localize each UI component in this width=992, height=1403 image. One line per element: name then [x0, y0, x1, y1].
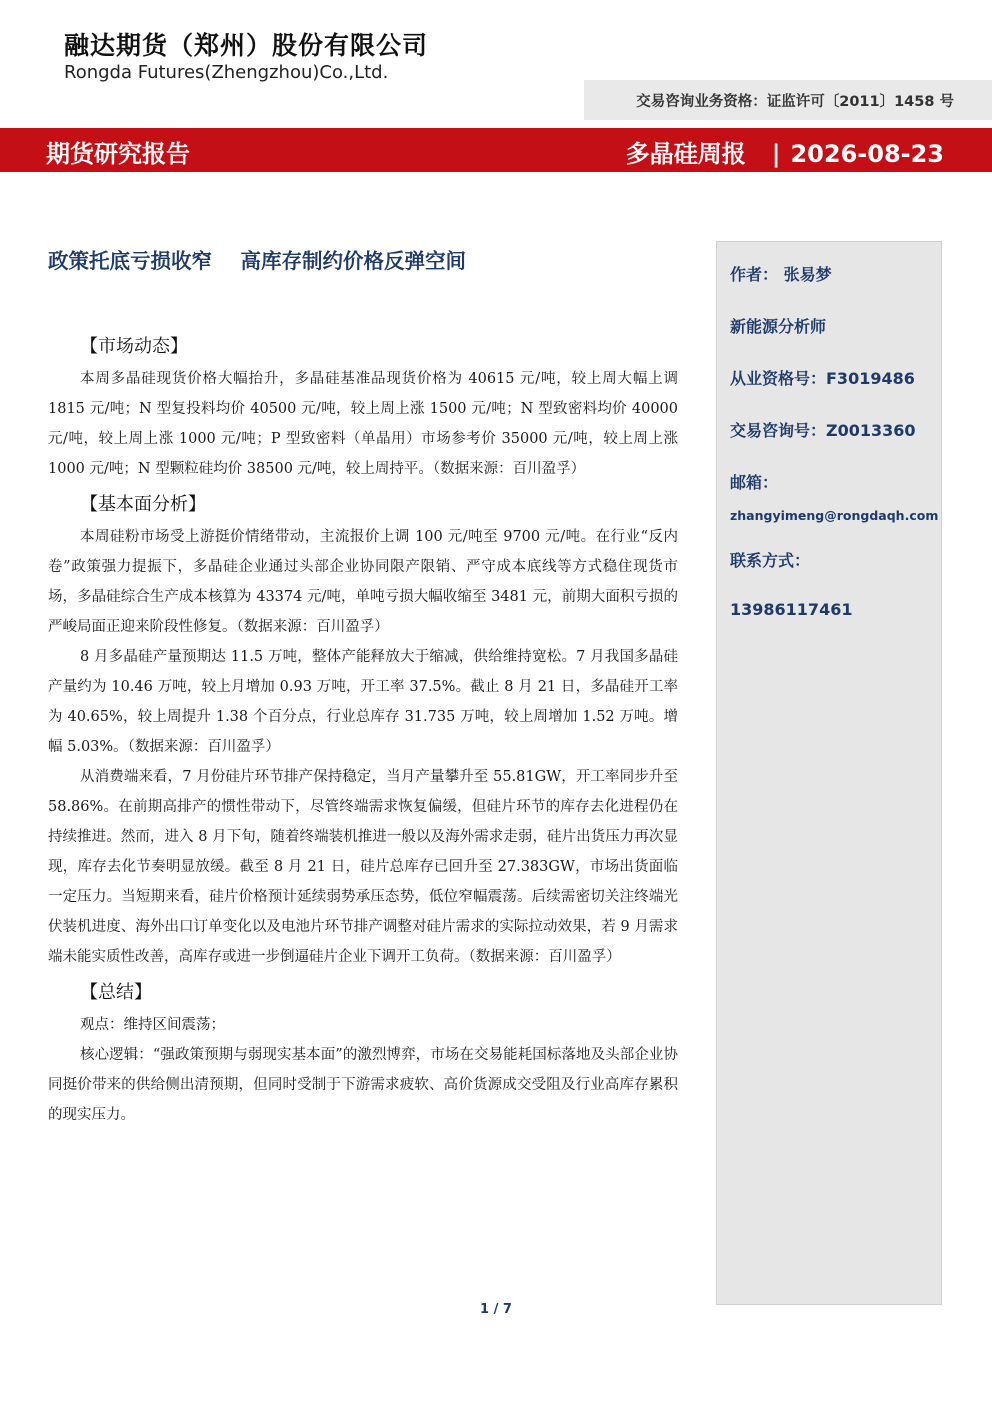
email-label: 邮箱： — [730, 473, 779, 492]
section-market — [48, 332, 678, 484]
section-heading: 【基本面分析】 — [80, 494, 206, 515]
email-link[interactable]: zhangyimeng@rongdaqh.com — [730, 508, 939, 523]
report-banner — [0, 128, 992, 172]
author-name: 作者： 张易梦 — [730, 265, 832, 284]
author-title: 新能源分析师 — [730, 317, 827, 336]
paragraph: 8 月多晶硅产量预期达 11.5 万吨，整体产能释放大于缩减，供给维持宽松。7 月我国多晶硅产量约为 10.46 万吨，较上月增加 0.93 万吨，开工率 37.5%。截止 8 月 21 日，多晶硅开工率为 40.65%，较上周提升 1.38 个百分点，行业总库存 31.735 万吨，较上周增加 1.52 万吨。增幅 5.03%。（数据来源：百川盈孚） — [48, 649, 678, 755]
license-text: 交易咨询业务资格：证监许可〔2011〕1458 号 — [636, 93, 954, 110]
banner-report-type: 期货研究报告 — [46, 140, 190, 168]
paragraph: 本周多晶硅现货价格大幅抬升，多晶硅基准品现货价格为 40615 元/吨，较上周大幅上调 1815 元/吨；N 型复投料均价 40500 元/吨，较上周上涨 1500 元/吨；N 型致密料均价 40000 元/吨，较上周上涨 1000 元/吨；P 型致密料（单晶用）市场参考价 35000 元/吨，较上周上涨 1000 元/吨；N 型颗粒硅均价 38500 元/吨，较上周持平。（数据来源：百川盈孚） — [48, 371, 678, 477]
banner-right — [626, 134, 944, 169]
paragraph: 从消费端来看，7 月份硅片环节排产保持稳定，当月产量攀升至 55.81GW，开工率同步升至 58.86%。在前期高排产的惯性带动下，尽管终端需求恢复偏缓，但硅片环节的库存去化进程仍在持续推进。然而，进入 8 月下旬，随着终端装机推进一般以及海外需求走弱，硅片出货压力再次显现，库存去化节奏明显放缓。截至 8 月 21 日，硅片总库存已回升至 27.383GW，市场出货面临一定压力。当短期来看，硅片价格预计延续弱势承压态势，低位窄幅震荡。后续需密切关注终端光伏装机进度、海外出口订单变化以及电池片环节排产调整对硅片需求的实际拉动效果，若 9 月需求端未能实质性改善，高库存或进一步倒逼硅片企业下调开工负荷。（数据来源：百川盈孚） — [48, 769, 678, 965]
license-bar — [584, 80, 992, 120]
banner-date: 2026-08-23 — [790, 140, 944, 168]
qualification-number: 从业资格号：F3019486 — [730, 369, 915, 388]
consult-number: 交易咨询号：Z0013360 — [730, 421, 916, 440]
article-body — [48, 244, 678, 1130]
section-heading: 【市场动态】 — [80, 336, 188, 357]
page-number: 1 / 7 — [480, 1302, 512, 1317]
article-headline: 政策托底亏损收窄 高库存制约价格反弹空间 — [48, 249, 467, 273]
section-heading: 【总结】 — [80, 982, 152, 1003]
banner-report-name: 多晶硅周报 — [625, 140, 746, 168]
paragraph: 观点：维持区间震荡； — [80, 1017, 225, 1033]
phone-number: 13986117461 — [730, 600, 853, 619]
paragraph: 核心逻辑：“强政策预期与弱现实基本面”的激烈博弈，市场在交易能耗国标落地及头部企业协同挺价带来的供给侧出清预期，但同时受制于下游需求疲软、高价货源成交受阻及行业高库存累积的现实压力。 — [48, 1047, 678, 1123]
section-fundamentals — [48, 490, 678, 972]
company-name-cn: 融达期货（郑州）股份有限公司 — [64, 31, 429, 60]
contact-label: 联系方式： — [730, 551, 811, 570]
banner-separator: | — [771, 140, 781, 168]
paragraph: 本周硅粉市场受上游挺价情绪带动，主流报价上调 100 元/吨至 9700 元/吨。在行业“反内卷”政策强力提振下，多晶硅企业通过头部企业协同限产限销、严守成本底线等方式稳住现货市场，多晶硅综合生产成本核算为 43374 元/吨，单吨亏损大幅收缩至 3481 元，前期大面积亏损的严峻局面正迎来阶段性修复。（数据来源：百川盈孚） — [48, 529, 678, 635]
company-name-en: Rongda Futures(Zhengzhou)Co.,Ltd. — [64, 62, 389, 83]
section-summary — [48, 978, 678, 1130]
author-sidebar — [716, 241, 942, 1305]
